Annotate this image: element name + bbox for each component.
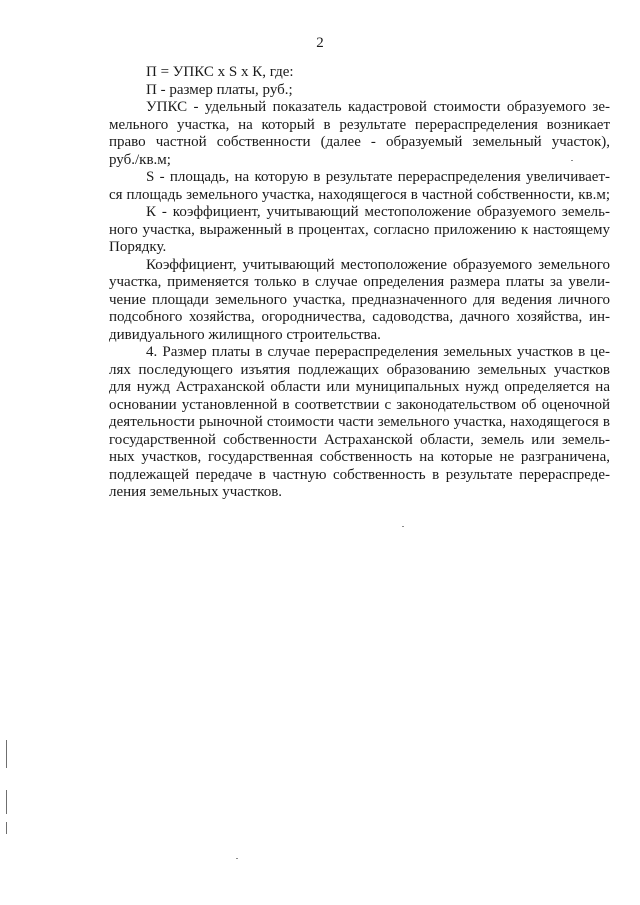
text-line: ления земельных участков. [109,484,283,500]
paragraph-s [109,169,610,204]
text-line: подсобного хозяйства, огородничества, садоводства, дачного хозяйства, ин- [109,309,610,325]
text-line: К - коэффициент, учитывающий местоположение образуемого земель- [146,204,610,220]
document-body [109,64,610,502]
text-line: руб./кв.м; [109,151,171,168]
paragraph-coefficient [109,257,610,345]
text-line: для нужд Астраханской области или муниципальных нужд определяется на [109,379,610,395]
page-number: 2 [316,35,324,51]
text-line: ся площадь земельного участка, находящегося в частной собственности, кв.м; [109,186,610,203]
scan-speck [236,858,238,859]
text-line: государственной собственности Астраханской области, земель или земель- [109,431,610,448]
scan-edge-mark [6,822,7,834]
text-line: ного участка, выраженный в процентах, согласно приложению к настоящему [109,221,610,238]
text-line: Коэффициент, учитывающий местоположение образуемого земельного [146,256,610,273]
text-line: S - площадь, на которую в результате перераспределения увеличивает- [146,169,610,185]
text-line: УПКС - удельный показатель кадастровой стоимости образуемого зе- [146,99,610,115]
text-line: ных участков, государственная собственность на которые не разграничена, [109,449,610,465]
text-line: дивидуального жилищного строительства. [109,326,381,343]
text-line: 4. Размер платы в случае перераспределения земельных участков в це- [146,344,610,360]
text-line: подлежащей передаче в частную собственность в результате перераспреде- [109,466,610,483]
definition-p-line: П - размер платы, руб.; [146,81,293,98]
paragraph-k [109,204,610,257]
text-line: право частной собственности (далее - образуемый земельный участок), [109,134,610,150]
text-line: чение площади земельного участка, предназначенного для ведения личного [109,291,610,308]
scan-speck [571,160,573,161]
text-line: деятельности рыночной стоимости части земельного участка, находящегося в [109,414,610,430]
formula-line: П = УПКС х S х К, где: [146,64,294,80]
text-line: Порядку. [109,239,167,255]
paragraph-upks [109,99,610,169]
text-line: лях последующего изъятия подлежащих образованию земельных участков [109,361,610,378]
paragraph-4 [109,344,610,502]
scan-speck [402,526,404,527]
text-line: мельного участка, на который в результате перераспределения возникает [109,116,610,133]
text-line: участка, применяется только в случае определения размера платы за увели- [109,274,610,290]
scan-edge-mark [6,740,7,768]
scan-edge-mark [6,790,7,814]
text-line: основании установленной в соответствии с законодательством об оценочной [109,396,610,413]
